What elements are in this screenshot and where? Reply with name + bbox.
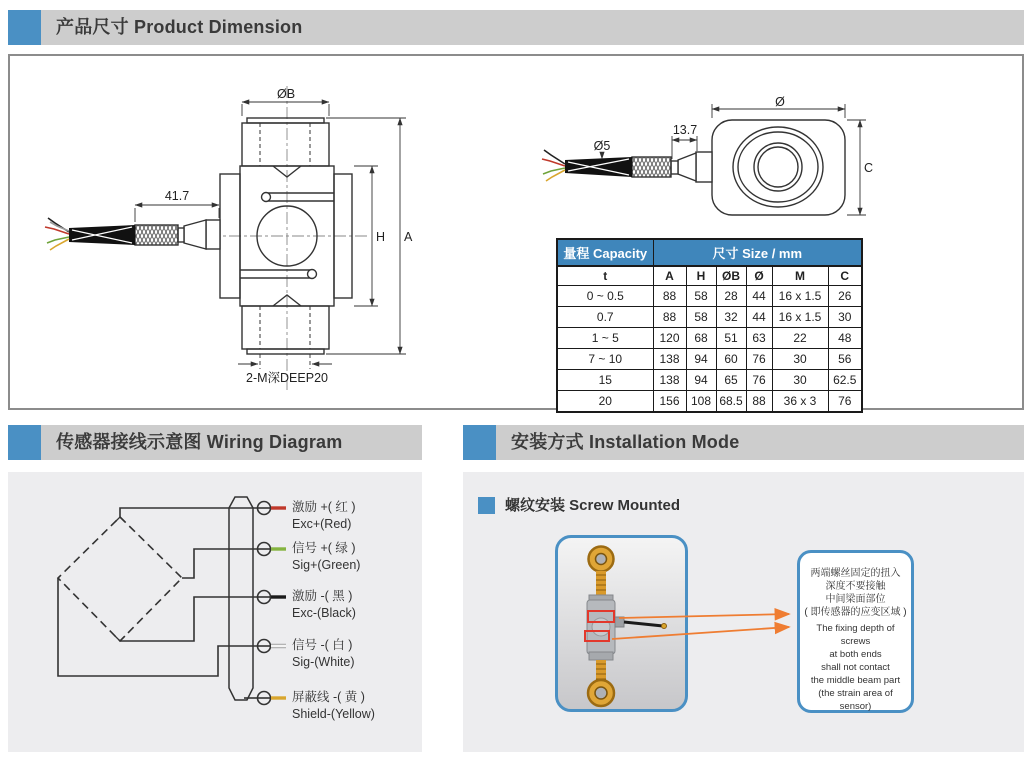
table-header-row: [557, 239, 862, 266]
table-cell: 0.7: [557, 307, 653, 328]
table-cell: 76: [746, 370, 772, 391]
wire-label-cn: 信号 +( 绿 ): [292, 541, 356, 555]
col-o: Ø: [746, 266, 772, 286]
table-cell: 15: [557, 370, 653, 391]
technical-drawings: [10, 56, 1022, 408]
table-cell: 88: [653, 307, 686, 328]
note-cn-line: 中间梁面部位: [825, 594, 886, 605]
col-a: A: [653, 266, 686, 286]
table-row: [557, 391, 862, 413]
note-en-line: the middle beam part: [810, 675, 901, 686]
table-row: [557, 349, 862, 370]
dim-label-h: H: [376, 230, 386, 244]
terminal-red: [258, 502, 287, 515]
top-view-drawing: [542, 104, 866, 215]
wire-label-cn: 屏蔽线 -( 黄 ): [292, 690, 365, 704]
header-size: 尺寸 Size / mm: [653, 239, 862, 266]
table-cell: 65: [716, 370, 746, 391]
dim-label-a: A: [404, 230, 413, 244]
table-cell: 7 ~ 10: [557, 349, 653, 370]
terminal-yellow: [258, 692, 287, 705]
note-cn-line: 深度不要接触: [825, 581, 886, 592]
wire-label-cn: 信号 -( 白 ): [292, 638, 353, 652]
table-cell: 68: [686, 328, 716, 349]
table-columns-row: [557, 266, 862, 286]
note-en-line: The fixing depth of screws: [816, 623, 895, 647]
table-cell: 60: [716, 349, 746, 370]
subsection-title: 螺纹安装 Screw Mounted: [505, 497, 681, 514]
note-cn-line: ( 即传感器的应变区域 ): [804, 607, 907, 618]
dimension-table: [556, 238, 863, 413]
wheatstone-bridge: [58, 517, 182, 641]
header-capacity: 量程 Capacity: [557, 239, 653, 266]
table-cell: 48: [828, 328, 862, 349]
table-cell: 22: [772, 328, 828, 349]
wire-label-sig-minus: [292, 637, 355, 671]
section-title: 传感器接线示意图 Wiring Diagram: [56, 432, 343, 452]
table-cell: 88: [746, 391, 772, 413]
table-cell: 44: [746, 307, 772, 328]
table-row: [557, 307, 862, 328]
installation-header-bar: [463, 425, 1024, 460]
section-title: 产品尺寸 Product Dimension: [56, 17, 303, 37]
dim-label-c: C: [864, 161, 874, 175]
table-row: [557, 370, 862, 391]
dim-label-13-7: 13.7: [672, 123, 698, 137]
table-cell: 94: [686, 370, 716, 391]
table-cell: 30: [772, 370, 828, 391]
wire-label-exc-plus: [292, 499, 356, 533]
table-cell: 30: [772, 349, 828, 370]
table-cell: 62.5: [828, 370, 862, 391]
table-cell: 108: [686, 391, 716, 413]
wire-label-exc-minus: [292, 588, 356, 622]
wire-label-shield: [292, 689, 375, 723]
table-cell: 1 ~ 5: [557, 328, 653, 349]
dim-label-ob: ØB: [276, 87, 296, 101]
section-bullet-icon: [8, 425, 41, 460]
table-cell: 138: [653, 370, 686, 391]
wire-label-en: Sig+(Green): [292, 558, 361, 572]
table-cell: 30: [828, 307, 862, 328]
section-title: 安装方式 Installation Mode: [511, 432, 740, 452]
wire-label-en: Exc+(Red): [292, 517, 352, 531]
terminal-white: [258, 640, 287, 653]
dim-label-thread: 2-M深DEEP20: [246, 371, 328, 385]
col-m: M: [772, 266, 828, 286]
note-en-line: (the strain area of sensor): [818, 688, 893, 712]
wiring-header-bar: [8, 425, 422, 460]
table-cell: 28: [716, 286, 746, 307]
table-cell: 44: [746, 286, 772, 307]
section-bullet-icon: [463, 425, 496, 460]
table-cell: 63: [746, 328, 772, 349]
callout-arrows: [463, 472, 1024, 752]
wire-label-cn: 激励 -( 黑 ): [292, 589, 353, 603]
table-cell: 26: [828, 286, 862, 307]
table-cell: 32: [716, 307, 746, 328]
table-cell: 20: [557, 391, 653, 413]
wire-label-en: Sig-(White): [292, 655, 355, 669]
dim-label-o: Ø: [775, 95, 785, 109]
table-cell: 76: [746, 349, 772, 370]
wiring-diagram-panel: [8, 472, 422, 752]
col-h: H: [686, 266, 716, 286]
product-dimension-header-bar: [8, 10, 1024, 45]
product-dimension-box: [8, 54, 1024, 410]
terminal-black: [258, 591, 287, 604]
table-cell: 120: [653, 328, 686, 349]
table-cell: 58: [686, 286, 716, 307]
terminal-green: [258, 543, 287, 556]
table-cell: 36 x 3: [772, 391, 828, 413]
table-cell: 94: [686, 349, 716, 370]
table-cell: 76: [828, 391, 862, 413]
table-cell: 156: [653, 391, 686, 413]
section-bullet-icon: [8, 10, 41, 45]
dim-label-o5: Ø5: [593, 139, 611, 153]
note-cn-line: 两端螺丝固定的扭入: [810, 568, 901, 579]
wire-label-en: Exc-(Black): [292, 606, 356, 620]
table-cell: 51: [716, 328, 746, 349]
table-cell: 88: [653, 286, 686, 307]
table-row: [557, 286, 862, 307]
table-cell: 58: [686, 307, 716, 328]
wire-label-en: Shield-(Yellow): [292, 707, 375, 721]
col-ob: ØB: [716, 266, 746, 286]
table-cell: 0 ~ 0.5: [557, 286, 653, 307]
dim-label-41-7: 41.7: [164, 189, 190, 203]
table-cell: 138: [653, 349, 686, 370]
table-row: [557, 328, 862, 349]
installation-panel: [463, 472, 1024, 752]
table-cell: 56: [828, 349, 862, 370]
table-cell: 16 x 1.5: [772, 286, 828, 307]
wire-label-sig-plus: [292, 540, 360, 574]
connector-body: [229, 497, 253, 700]
installation-note-box: [797, 550, 914, 713]
table-cell: 16 x 1.5: [772, 307, 828, 328]
note-en-line: shall not contact: [821, 662, 890, 673]
front-view-drawing: [45, 86, 406, 390]
table-cell: 68.5: [716, 391, 746, 413]
col-t: t: [557, 266, 653, 286]
note-en-line: at both ends: [829, 649, 882, 660]
col-c: C: [828, 266, 862, 286]
wire-label-cn: 激励 +( 红 ): [292, 500, 356, 514]
